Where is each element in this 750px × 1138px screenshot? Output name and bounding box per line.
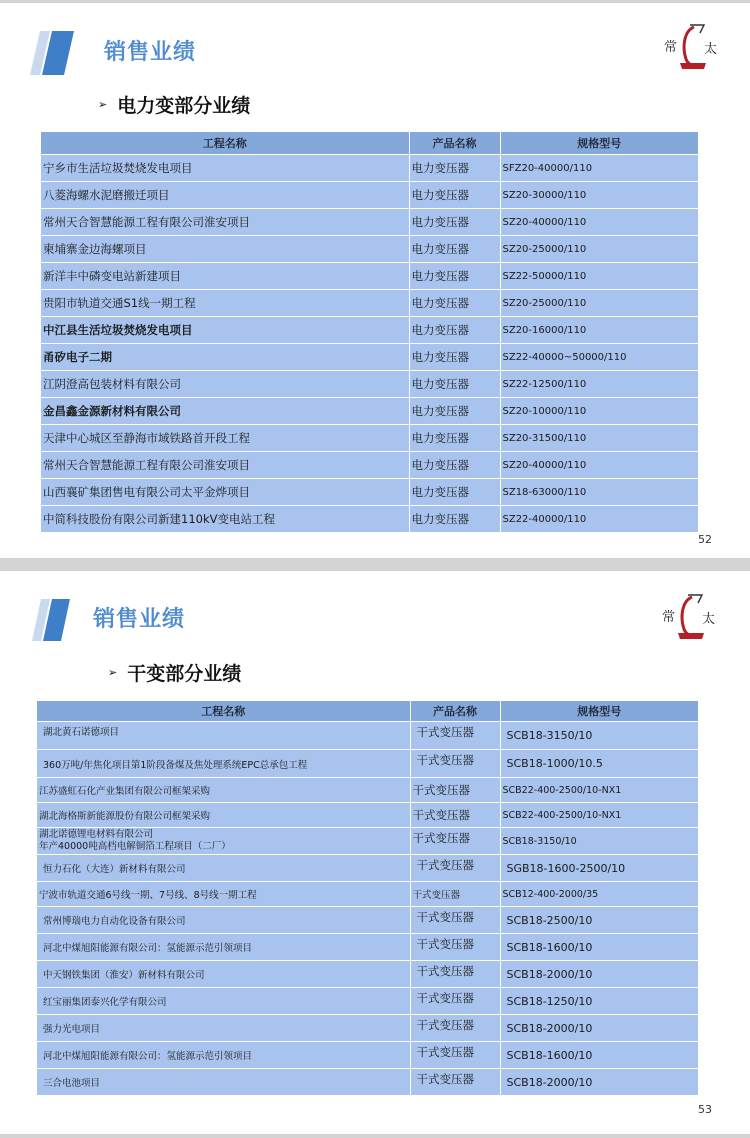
spec-cell: SCB18-2000/10 [500,961,698,988]
product-cell: 电力变压器 [409,452,500,479]
subsection-title [108,659,241,686]
blue-stripe-decoration-icon [32,597,72,643]
product-cell: 电力变压器 [409,182,500,209]
project-name-cell: 河北中煤旭阳能源有限公司：氢能源示范引领项目 [37,934,410,961]
company-logo-icon [658,589,720,643]
product-cell: 干式变压器 [410,1069,500,1096]
spec-cell: SZ22-12500/110 [500,371,698,398]
spec-cell: SCB22-400-2500/10-NX1 [500,803,698,828]
project-name-cell: 强力光电项目 [37,1015,410,1042]
spec-cell: SGB18-1600-2500/10 [500,855,698,882]
product-cell: 干式变压器 [410,778,500,803]
spec-cell: SZ22-40000~50000/110 [500,344,698,371]
product-cell: 电力变压器 [409,290,500,317]
table-row [37,855,698,882]
svg-text:常: 常 [664,40,678,55]
spec-cell: SCB12-400-2000/35 [500,882,698,907]
project-name-cell: 常州天合智慧能源工程有限公司淮安项目 [41,452,409,479]
product-cell: 电力变压器 [409,371,500,398]
header-product-name: 产品名称 [409,132,500,155]
table-row [37,934,698,961]
spec-cell: SCB18-3150/10 [500,828,698,855]
product-cell: 干式变压器 [410,1042,500,1069]
spec-cell: SCB18-3150/10 [500,722,698,750]
table-row [41,236,698,263]
product-cell: 电力变压器 [409,425,500,452]
product-cell: 电力变压器 [409,506,500,533]
header-project-name: 工程名称 [37,701,410,722]
table-row [41,371,698,398]
subsection-title [98,91,250,118]
table-row [41,155,698,182]
section-heading: 销售业绩 [93,607,186,632]
product-cell: 电力变压器 [409,398,500,425]
product-cell: 干式变压器 [410,961,500,988]
table-row [37,750,698,778]
table-row [37,803,698,828]
blue-stripe-decoration-icon [30,29,76,77]
project-name-cell [37,828,410,855]
project-name-cell: 金昌鑫金源新材料有限公司 [41,398,409,425]
product-cell: 干式变压器 [410,1015,500,1042]
project-name-cell: 恒力石化（大连）新材料有限公司 [37,855,410,882]
spec-cell: SZ18-63000/110 [500,479,698,506]
project-name-cell: 中江县生活垃圾焚烧发电项目 [41,317,409,344]
project-name-cell: 江苏盛虹石化产业集团有限公司框架采购 [37,778,410,803]
arrow-bullet-icon: ➢ [108,666,118,679]
page-number: 53 [698,1103,712,1116]
spec-cell: SCB18-1250/10 [500,988,698,1015]
product-cell: 干式变压器 [410,803,500,828]
spec-cell: SCB18-2000/10 [500,1015,698,1042]
spec-cell: SCB18-1000/10.5 [500,750,698,778]
svg-text:太: 太 [704,42,718,57]
spec-cell: SZ20-16000/110 [500,317,698,344]
header-spec-model: 规格型号 [500,132,698,155]
project-name-cell: 中天钢铁集团（淮安）新材料有限公司 [37,961,410,988]
project-name-cell: 宁乡市生活垃圾焚烧发电项目 [41,155,409,182]
spec-cell: SCB18-2500/10 [500,907,698,934]
table-header-row [41,132,698,155]
table-row [37,882,698,907]
table-row [37,988,698,1015]
slide-page-52 [0,3,750,558]
slide-page-53 [0,571,750,1134]
table-row [37,828,698,855]
table-header-row [37,701,698,722]
project-name-cell: 三合电池项目 [37,1069,410,1096]
spec-cell: SZ20-40000/110 [500,452,698,479]
spec-cell: SZ20-25000/110 [500,290,698,317]
arrow-bullet-icon: ➢ [98,98,108,111]
product-cell: 电力变压器 [409,344,500,371]
project-name-cell: 360万吨/年焦化项目第1阶段备煤及焦处理系统EPC总承包工程 [37,750,410,778]
project-name-cell: 天津中心城区至静海市域铁路首开段工程 [41,425,409,452]
product-cell: 电力变压器 [409,479,500,506]
header-product-name: 产品名称 [410,701,500,722]
product-cell: 干式变压器 [410,882,500,907]
spec-cell: SZ20-30000/110 [500,182,698,209]
project-name-cell: 贵阳市轨道交通S1线一期工程 [41,290,409,317]
spec-cell: SZ20-31500/110 [500,425,698,452]
product-cell: 干式变压器 [410,722,500,750]
product-cell: 电力变压器 [409,155,500,182]
project-name-cell: 湖北黄石诺德项目 [37,722,410,750]
subsection-title-text: 干变部分业绩 [127,663,242,685]
table-row [37,778,698,803]
svg-text:常: 常 [662,610,676,625]
spec-cell: SCB22-400-2500/10-NX1 [500,778,698,803]
svg-text:太: 太 [702,612,716,627]
spec-cell: SCB18-1600/10 [500,1042,698,1069]
table-row [37,1069,698,1096]
spec-cell: SZ20-10000/110 [500,398,698,425]
spec-cell: SCB18-1600/10 [500,934,698,961]
project-name-line-1: 湖北诺德锂电材料有限公司 [39,829,154,840]
header-project-name: 工程名称 [41,132,409,155]
product-cell: 电力变压器 [409,317,500,344]
project-name-cell: 湖北海格斯新能源股份有限公司框架采购 [37,803,410,828]
page-number: 52 [698,533,712,546]
product-cell: 干式变压器 [410,855,500,882]
table-row [41,317,698,344]
table-row [37,1042,698,1069]
table-row [41,479,698,506]
table-row [41,398,698,425]
table-row [37,907,698,934]
project-name-cell: 常州博瑞电力自动化设备有限公司 [37,907,410,934]
project-name-cell: 新洋丰中磷变电站新建项目 [41,263,409,290]
table-row [41,506,698,533]
table-row [41,344,698,371]
performance-table [37,701,698,1095]
project-name-cell: 宁波市轨道交通6号线一期、7号线、8号线一期工程 [37,882,410,907]
project-name-cell: 江阴澄高包装材料有限公司 [41,371,409,398]
table-row [41,425,698,452]
table-row [37,1015,698,1042]
table-row [41,290,698,317]
spec-cell: SZ22-50000/110 [500,263,698,290]
project-name-cell: 柬埔寨金边海螺项目 [41,236,409,263]
table-row [37,722,698,750]
section-heading: 销售业绩 [104,40,197,65]
table-row [41,263,698,290]
spec-cell: SCB18-2000/10 [500,1069,698,1096]
project-name-cell: 中简科技股份有限公司新建110kV变电站工程 [41,506,409,533]
subsection-title-text: 电力变部分业绩 [117,95,251,117]
table-row [37,961,698,988]
spec-cell: SZ22-40000/110 [500,506,698,533]
product-cell: 干式变压器 [410,988,500,1015]
product-cell: 电力变压器 [409,236,500,263]
project-name-cell: 山西襄矿集团售电有限公司太平金烨项目 [41,479,409,506]
spec-cell: SFZ20-40000/110 [500,155,698,182]
spec-cell: SZ20-25000/110 [500,236,698,263]
project-name-line-2: 年产40000吨高档电解铜箔工程项目（二厂） [39,841,231,852]
spec-cell: SZ20-40000/110 [500,209,698,236]
product-cell: 干式变压器 [410,934,500,961]
performance-table [41,132,698,532]
header-spec-model: 规格型号 [500,701,698,722]
product-cell: 干式变压器 [410,828,500,855]
product-cell: 干式变压器 [410,750,500,778]
table-row [41,209,698,236]
product-cell: 电力变压器 [409,263,500,290]
company-logo-icon [660,19,722,73]
project-name-cell: 河北中煤旭阳能源有限公司：氢能源示范引领项目 [37,1042,410,1069]
table-row [41,182,698,209]
product-cell: 干式变压器 [410,907,500,934]
table-row [41,452,698,479]
product-cell: 电力变压器 [409,209,500,236]
project-name-cell: 八菱海螺水泥磨搬迁项目 [41,182,409,209]
project-name-cell: 红宝丽集团泰兴化学有限公司 [37,988,410,1015]
project-name-cell: 常州天合智慧能源工程有限公司淮安项目 [41,209,409,236]
project-name-cell: 甬矽电子二期 [41,344,409,371]
